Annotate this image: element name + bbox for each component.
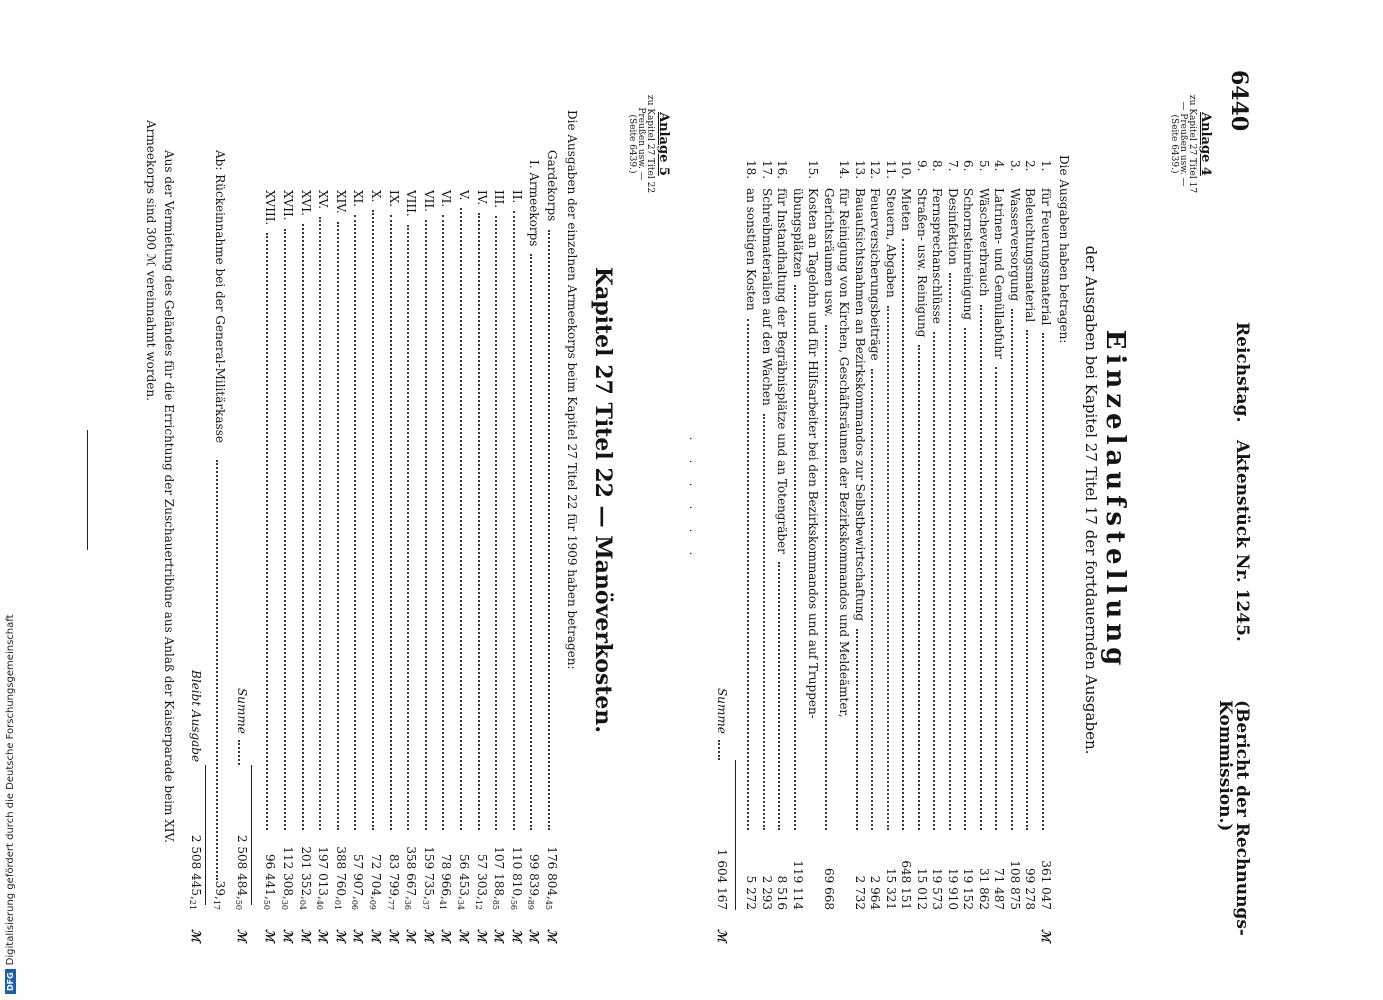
sum2-leader [238, 740, 240, 765]
leader-dots [548, 230, 550, 830]
leader-dots [284, 229, 286, 830]
expense-number: 11. [884, 160, 898, 180]
currency-sign: ℳ [404, 929, 419, 942]
expense-row [928, 0, 944, 1000]
corps-value: 57 907,06 [350, 853, 366, 910]
expense-row [912, 0, 928, 1000]
expense-row [959, 0, 975, 1000]
expense-value: 15 321 [884, 868, 898, 910]
expense-row [788, 0, 804, 1000]
corps-value-main: 57 303 [474, 853, 489, 896]
anlage5-title: Anlage 5 [656, 112, 671, 176]
expense-label: an sonstigen Kosten [744, 188, 759, 311]
anlage5-block [627, 74, 670, 214]
expense-value: 19 573 [930, 868, 945, 910]
expense-value: 71 487 [992, 868, 1007, 910]
leader-dots [495, 216, 497, 830]
corps-label: XIV. [333, 190, 348, 214]
currency-sign: ℳ [527, 929, 542, 942]
corps-label: XVIII. [263, 190, 278, 226]
leader-dots [337, 222, 339, 830]
corps-row [454, 0, 470, 1000]
expense-value: 5 272 [744, 875, 759, 910]
corps-value-cents: 77 [385, 899, 395, 910]
expense-row [1036, 0, 1052, 1000]
expense-number: 12. [868, 160, 883, 180]
corps-value-cents: 36 [403, 899, 413, 910]
leader-dots [354, 215, 356, 830]
corps-value: 110 810,56 [508, 846, 524, 910]
corps-label: I. Armeekorps [527, 160, 542, 247]
currency-sign: ℳ [263, 929, 278, 942]
corps-row [524, 0, 540, 1000]
anlage4-state: — Preußen usw. — [1178, 101, 1188, 187]
leader-dots [965, 328, 967, 830]
corps-value-cents: 37 [420, 899, 430, 910]
corps-value: 56 453,34 [456, 853, 471, 910]
corps-value-cents: 34 [456, 899, 465, 910]
currency-sign: ℳ [457, 929, 471, 942]
expense-number: 10. [899, 160, 914, 180]
sum-cents: 50 [234, 899, 243, 910]
corps-row [260, 0, 276, 1000]
corps-label: XVII. [281, 190, 295, 221]
corps-value-main: 201 352 [298, 846, 313, 896]
section-divider: · · · · · · [684, 436, 697, 564]
corps-row [313, 0, 329, 1000]
leader-dots [372, 210, 374, 830]
leader-dots [425, 220, 427, 830]
corps-label: VII. [421, 190, 436, 212]
leader-dots [825, 325, 827, 830]
expense-value: 648 151 [899, 860, 914, 910]
leader-dots [872, 369, 874, 830]
remaining-main: 2 508 445 [189, 834, 203, 896]
sum-rule [735, 760, 736, 910]
corps-row [542, 0, 558, 1000]
section2-sum-value: 2 508 484,50 [234, 834, 249, 910]
expense-label: Desinfektion [946, 188, 960, 265]
corps-value-cents: 30 [280, 899, 289, 910]
corps-row [278, 0, 294, 1000]
leader-dots [949, 273, 951, 830]
corps-value-main: 99 839 [527, 853, 542, 896]
expense-label: Gerichtsräumen usw. [822, 188, 836, 317]
expense-label: Straßen- usw. Reinigung [915, 188, 929, 338]
anlage5-page-ref: (Seite 6439.) [627, 114, 637, 174]
expense-row [850, 0, 866, 1000]
corps-value-cents: 04 [297, 899, 307, 910]
document-number: Aktenstück Nr. 1245. [1232, 440, 1252, 642]
corps-row [331, 0, 347, 1000]
corps-label: II. [509, 190, 524, 204]
expense-label: Steuern, Abgaben [884, 188, 898, 298]
corps-value-cents: 01 [332, 899, 342, 910]
corps-row [384, 0, 400, 1000]
expense-row [773, 0, 789, 1000]
expense-number: 17. [760, 160, 774, 180]
currency-sign: ℳ [509, 929, 524, 942]
expense-value: 99 278 [1023, 868, 1038, 910]
expense-value: 31 862 [977, 868, 991, 910]
anlage5-state: Preußen usw. — [636, 107, 646, 181]
expense-label: Bauaufsichtsnahmen an Bezirkskommandos zur Selbstbewirtschaftung [853, 188, 867, 622]
corps-row [489, 0, 505, 1000]
corps-sum-rule [251, 765, 252, 905]
sum-leader [718, 740, 720, 760]
leader-dots [980, 305, 982, 830]
expense-value: 19 910 [946, 868, 960, 910]
remaining-value: 2 508 445,21 [188, 834, 203, 910]
expense-row [943, 0, 959, 1000]
expense-row [742, 0, 758, 1000]
expense-row [804, 0, 820, 1000]
corps-value: 72 704,09 [368, 853, 383, 910]
closing-rule [87, 430, 88, 550]
remaining-label: Bleibt Ausgabe [189, 670, 203, 763]
corps-label: X. [369, 190, 383, 203]
corps-value-main: 57 907 [351, 853, 366, 896]
corps-value-cents: 85 [491, 899, 501, 910]
expense-number: 7. [946, 160, 960, 172]
leader-dots [442, 215, 444, 830]
expense-number: 14. [837, 160, 852, 180]
expense-row [990, 0, 1006, 1000]
corps-value: 96 441,50 [262, 853, 278, 910]
expense-value: 2 732 [853, 875, 867, 910]
section2-sum-row [232, 0, 248, 1000]
expense-label: übungsplätzen [791, 188, 805, 278]
document-subject: (Bericht der Rechnungs-Kommission.) [1215, 700, 1252, 936]
corps-value: 197 013,40 [315, 846, 331, 910]
corps-row [401, 0, 417, 1000]
section2-intro: Die Ausgaben der einzelnen Armeekorps beim Kapitel 27 Titel 22 für 1909 haben betragen: [565, 110, 579, 670]
corps-value: 112 308,30 [280, 846, 295, 910]
leader-dots [996, 367, 998, 830]
corps-label: III. [492, 190, 507, 209]
corps-value: 107 188,85 [491, 846, 507, 910]
corps-value-cents: 56 [508, 899, 518, 910]
corps-value-main: 107 188 [492, 846, 507, 896]
institution: Reichstag. [1232, 322, 1252, 423]
expense-value: 69 668 [822, 868, 836, 910]
expense-label: Mieten [899, 188, 914, 231]
currency-sign: ℳ [281, 929, 295, 942]
expense-row [1021, 0, 1037, 1000]
currency-sign: ℳ [298, 929, 313, 942]
corps-label: IX. [386, 190, 401, 208]
corps-label: XVI. [298, 190, 313, 216]
corps-value-cents: 89 [526, 899, 536, 910]
corps-label: VIII. [404, 190, 419, 217]
section2-note: Aus der Vermietung des Geländes für die Errichtung der Zuschauertribüne aus Anlaß der Kaiserparade beim XIV. Armeekorps sind 300 ℳ vereinnahmt worden. [144, 120, 176, 843]
corps-value-main: 358 667 [404, 846, 419, 896]
currency-sign: ℳ [492, 929, 507, 942]
expense-number: 2. [1023, 160, 1038, 172]
expense-value: 119 114 [791, 860, 805, 910]
currency-sign: ℳ [369, 929, 383, 942]
corps-value: 99 839,89 [526, 853, 542, 910]
leader-dots [478, 213, 480, 830]
corps-value: 358 667,36 [403, 846, 419, 910]
section1-heading: Einzelaufstellung [1100, 329, 1130, 671]
corps-label: V. [457, 190, 471, 201]
expense-label: für Feuerungsmaterial [1039, 188, 1053, 326]
leader-dots [918, 345, 920, 830]
corps-row [419, 0, 435, 1000]
corps-row [296, 0, 312, 1000]
section2-group-label: Gardekorps [545, 150, 559, 222]
corps-value-cents: 50 [262, 899, 272, 910]
corps-value-main: 176 804 [545, 846, 559, 896]
expense-label: für Reinigung von Kirchen, Geschäftsräumen der Bezirkskommandos und Meldeämter, [837, 188, 852, 718]
section2-sum-label: Summe [235, 688, 249, 734]
currency-sign: ℳ [333, 929, 348, 942]
currency-sign: ℳ [545, 929, 559, 942]
corps-label: IV. [474, 190, 489, 206]
corps-value: 176 804,45 [544, 846, 559, 910]
corps-row [366, 0, 382, 1000]
leader-dots [903, 239, 905, 830]
expense-number: 9. [915, 160, 929, 172]
corps-value-cents: 12 [473, 899, 483, 910]
deduction-leader [216, 460, 218, 880]
expense-label: Kosten an Tagelohn und für Hilfsarbeiter bei den Bezirkskommandos und auf Truppen- [806, 188, 821, 719]
leader-dots [319, 217, 321, 830]
leader-dots [779, 562, 781, 830]
expense-value: 361 047 [1039, 860, 1053, 910]
corps-value-main: 112 308 [281, 846, 295, 896]
expense-number: 3. [1008, 160, 1022, 172]
leader-dots [1042, 333, 1044, 830]
section1-subheading: der Ausgaben bei Kapitel 27 Titel 17 der fortdauernden Ausgaben. [1082, 245, 1100, 755]
corps-label: XV. [316, 190, 331, 209]
corps-label: XI. [351, 190, 366, 208]
expense-number: 13. [853, 160, 867, 180]
expense-number: 4. [992, 160, 1007, 172]
expense-row [897, 0, 913, 1000]
currency-sign: ℳ [421, 929, 436, 942]
anlage4-page-ref: (Seite 6439.) [1169, 114, 1179, 174]
leader-dots [302, 224, 304, 830]
corps-value: 57 303,12 [473, 853, 489, 910]
section1-sum-label: Summe [715, 688, 729, 734]
leader-dots [1011, 309, 1013, 830]
leader-dots [390, 215, 392, 830]
corps-label: VI. [439, 190, 454, 208]
corps-value-cents: 40 [315, 899, 325, 910]
corps-value-main: 83 799 [386, 853, 401, 896]
section2-sum-unit: ℳ [235, 929, 249, 942]
expense-number: 16. [775, 160, 790, 180]
corps-value-main: 78 966 [439, 853, 454, 896]
anlage4-title: Anlage 4 [1198, 112, 1213, 176]
corps-value-main: 159 735 [421, 846, 436, 896]
expense-row [819, 0, 835, 1000]
leader-dots [856, 629, 858, 830]
expense-row [866, 0, 882, 1000]
leader-dots [1027, 330, 1029, 830]
remaining-cents: 21 [188, 899, 197, 910]
expense-label: für Instandhaltung der Begräbnisplätze und an Totengräber [775, 188, 790, 554]
corps-value: 201 352,04 [297, 846, 313, 910]
expense-number: 5. [977, 160, 991, 172]
corps-value: 83 799,77 [385, 853, 401, 910]
currency-sign: ℳ [351, 929, 366, 942]
page-number: 6440 [1226, 70, 1252, 132]
deduction-cents: 17 [212, 899, 221, 910]
corps-row [436, 0, 452, 1000]
expense-number: 15. [806, 160, 821, 180]
expense-label: Schreibmaterialien auf den Wachen [760, 188, 774, 406]
leader-dots [530, 254, 532, 830]
expense-row [1005, 0, 1021, 1000]
corps-value-main: 388 760 [333, 846, 348, 896]
expense-value: 19 152 [961, 868, 976, 910]
remaining-unit: ℳ [189, 929, 203, 942]
corps-value: 78 966,41 [438, 853, 454, 910]
anlage4-ref: zu Kapitel 27 Titel 17 [1187, 94, 1197, 194]
expense-row [835, 0, 851, 1000]
expense-label: Beleuchtungsmaterial [1023, 188, 1038, 323]
leader-dots [794, 285, 796, 830]
expense-value: 2 293 [760, 875, 774, 910]
leader-dots [934, 332, 936, 830]
deduction-label: Ab: Rückeinnahme bei der General-Militärkasse [213, 150, 227, 443]
section1-intro: Die Ausgaben haben betragen: [1057, 155, 1071, 344]
expense-number: 18. [744, 160, 759, 180]
currency-sign: ℳ [439, 929, 454, 942]
remaining-row [186, 0, 202, 1000]
corps-value-main: 110 810 [509, 846, 524, 896]
expense-label: Schornsteinreinigung [961, 188, 976, 321]
corps-row [472, 0, 488, 1000]
expense-value: 2 964 [868, 875, 883, 910]
currency-sign: ℳ [474, 929, 489, 942]
expense-value: 15 012 [915, 868, 929, 910]
section1-sum-unit: ℳ [715, 929, 729, 942]
expense-label: Latrinen- und Gemüllabfuhr [992, 188, 1007, 359]
leader-dots [460, 208, 462, 830]
currency-sign: ℳ [386, 929, 401, 942]
leader-dots [513, 211, 515, 830]
expense-number: 1. [1039, 160, 1053, 172]
anlage5-ref: zu Kapitel 27 Titel 22 [645, 94, 655, 194]
currency-sign: ℳ [1039, 929, 1053, 942]
corps-value-cents: 09 [368, 899, 377, 910]
currency-sign: ℳ [316, 929, 331, 942]
deduction-row [210, 0, 226, 1000]
expense-label: Wäscheverbrauch [977, 188, 991, 297]
deduction-value: 39,17 [212, 880, 227, 910]
expense-label: Wasserversorgung [1008, 188, 1022, 302]
deduction-main: 39 [213, 880, 227, 896]
leader-dots [748, 319, 750, 830]
leader-dots [407, 225, 409, 830]
expense-number: 6. [961, 160, 976, 172]
dfg-logo: DFG [5, 969, 16, 994]
expense-row [757, 0, 773, 1000]
corps-value-main: 197 013 [316, 846, 331, 896]
expense-value: 8 516 [775, 875, 790, 910]
expense-number: 8. [930, 160, 945, 172]
credit-text: Digitalisierung gefördert durch die Deutsche Forschungsgemeinschaft [5, 614, 16, 966]
leader-dots [266, 233, 268, 830]
corps-value-cents: 45 [544, 899, 553, 910]
corps-row [507, 0, 523, 1000]
expense-label: Feuerversicherungsbeiträge [868, 188, 883, 361]
corps-value-main: 96 441 [263, 853, 278, 896]
corps-value-main: 56 453 [457, 853, 471, 896]
leader-dots [763, 414, 765, 830]
expense-label: Fernsprechanschlüsse [930, 188, 945, 324]
section1-sum-value: 1 604 167 [715, 848, 729, 910]
leader-dots [887, 306, 889, 830]
expense-row [881, 0, 897, 1000]
corps-value: 159 735,37 [420, 846, 436, 910]
sum-main: 2 508 484 [235, 834, 249, 896]
corps-row [348, 0, 364, 1000]
corps-value-main: 72 704 [369, 853, 383, 896]
section1-sum-row [712, 0, 728, 1000]
remaining-rule [205, 765, 206, 905]
corps-value-cents: 41 [438, 899, 448, 910]
page-header [1215, 0, 1252, 1000]
anlage4-block [1169, 74, 1212, 214]
corps-value-cents: 06 [350, 899, 360, 910]
corps-value: 388 760,01 [332, 846, 348, 910]
expense-row [974, 0, 990, 1000]
section2-heading: Kapitel 27 Titel 22 — Manöverkosten. [590, 266, 616, 734]
expense-value: 108 875 [1008, 860, 1022, 910]
